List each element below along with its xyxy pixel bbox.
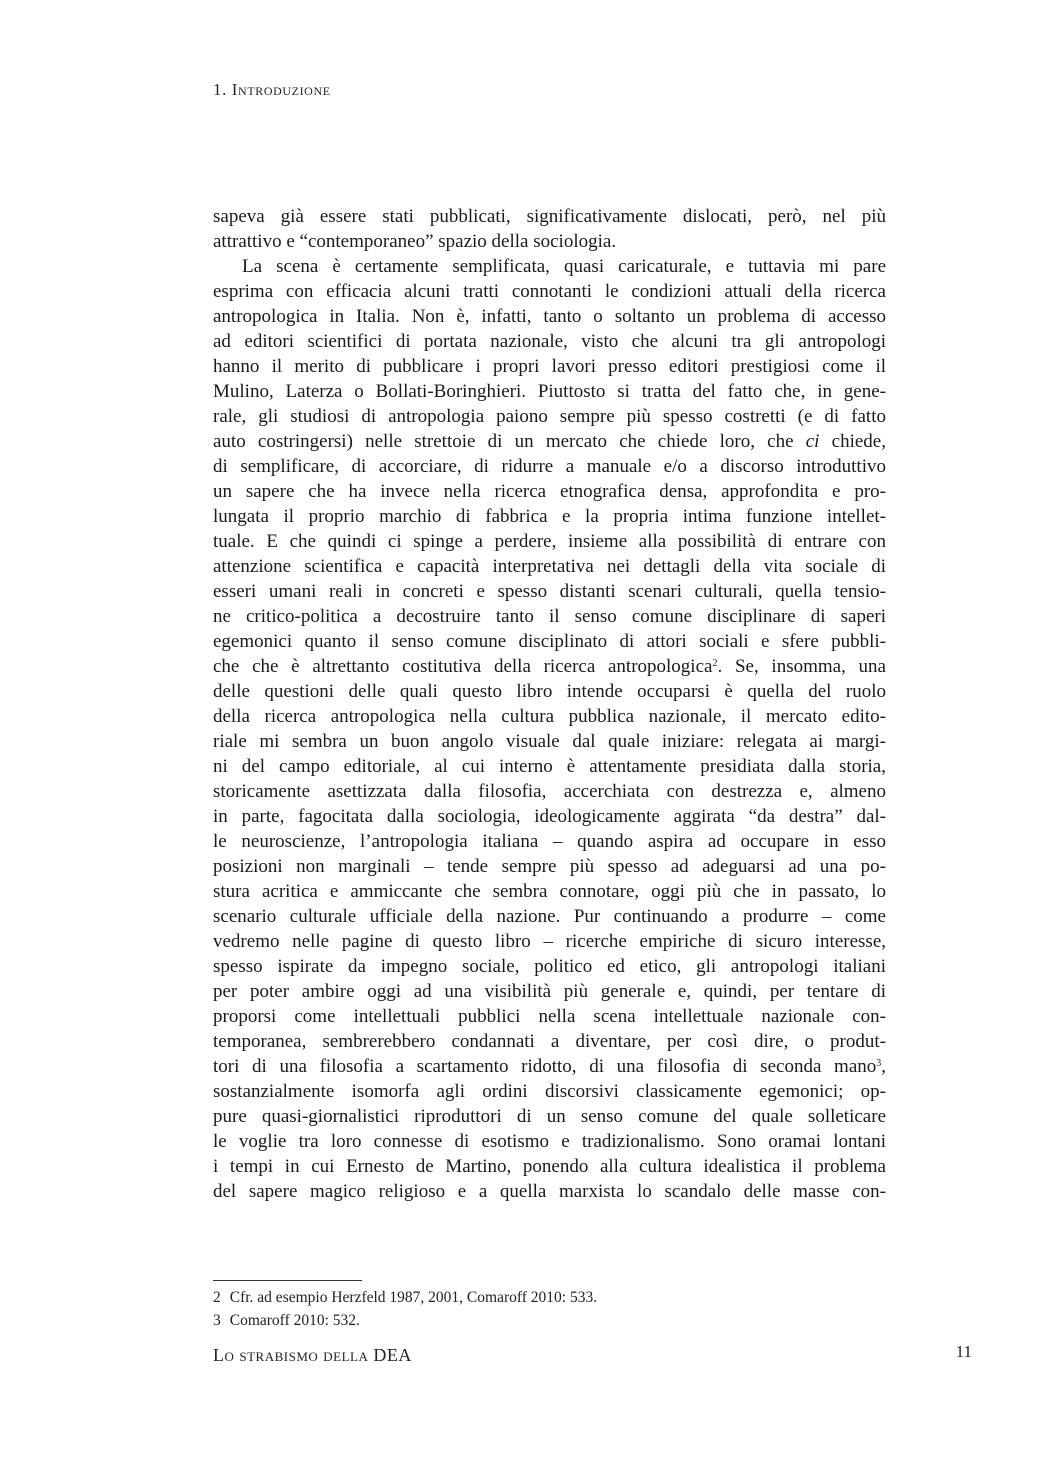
text-line: ad editori scientifici di portata nazionale, visto che alcuni tra gli antropologi (213, 331, 886, 352)
text-line: esprima con efficacia alcuni tratti connotanti le condizioni attuali della ricerca (213, 281, 886, 302)
text-line: per poter ambire oggi ad una visibilità più generale e, quindi, per tentare di (213, 981, 886, 1002)
text-line: La scena è certamente semplificata, quasi caricaturale, e tuttavia mi pare (242, 256, 886, 277)
text-line: ne critico-politica a decostruire tanto il senso comune disciplinare di saperi (213, 606, 886, 627)
text-line: proporsi come intellettuali pubblici nella scena intellettuale nazionale con- (213, 1006, 886, 1027)
text-line: delle questioni delle quali questo libro intende occuparsi è quella del ruolo (213, 681, 886, 702)
footnote-number: 2 (213, 1289, 221, 1306)
text-line: riale mi sembra un buon angolo visuale dal quale iniziare: relegata ai margi- (213, 731, 886, 752)
text-line: in parte, fagocitata dalla sociologia, ideologicamente aggirata “da destra” dal- (213, 806, 886, 827)
text-line: sapeva già essere stati pubblicati, significativamente dislocati, però, nel più (213, 206, 886, 227)
text-line: spesso ispirate da impegno sociale, politico ed etico, gli antropologi italiani (213, 956, 886, 977)
text-line: temporanea, sembrerebbero condannati a diventare, per così dire, o produt- (213, 1031, 886, 1052)
text-line: stura acritica e ammiccante che sembra connotare, oggi più che in passato, lo (213, 881, 886, 902)
text-line: i tempi in cui Ernesto de Martino, ponendo alla cultura idealistica il problema (213, 1156, 886, 1177)
running-head (213, 80, 331, 100)
text-line: pure quasi-giornalistici riproduttori di un senso comune del quale solleticare (213, 1106, 886, 1127)
text-line: di semplificare, di accorciare, di ridurre a manuale e/o a discorso introduttivo (213, 456, 886, 477)
text-line: un sapere che ha invece nella ricerca etnografica densa, approfondita e pro- (213, 481, 886, 502)
running-head-text: 1. Introduzione (213, 80, 331, 99)
text-fragment: che che è altrettanto costitutiva della ricerca antropologica (213, 656, 713, 677)
text-line: della ricerca antropologica nella cultura pubblica nazionale, il mercato edito- (213, 706, 886, 727)
text-line: Mulino, Laterza o Bollati-Boringhieri. Piuttosto si tratta del fatto che, in gene- (213, 381, 886, 402)
text-fragment: . Se, insomma, una (717, 656, 886, 677)
footnote-number: 3 (213, 1312, 221, 1329)
text-fragment: chiede, (819, 431, 886, 452)
text-line: sostanzialmente isomorfa agli ordini discorsivi classicamente egemonici; op- (213, 1081, 886, 1102)
text-line: scenario culturale ufficiale della nazione. Pur continuando a produrre – come (213, 906, 886, 927)
footer-book-title: Lo strabismo della DEA (213, 1345, 412, 1365)
text-line: lungata il proprio marchio di fabbrica e la propria intima funzione intellet- (213, 506, 886, 527)
text-line: antropologica in Italia. Non è, infatti, tanto o soltanto un problema di accesso (213, 306, 886, 327)
text-line: egemonici quanto il senso comune disciplinato di attori sociali e sfere pubbli- (213, 631, 886, 652)
italic-word: ci (805, 431, 820, 452)
text-line-with-italic (213, 429, 886, 454)
text-line: hanno il merito di pubblicare i propri lavori presso editori prestigiosi come il (213, 356, 886, 377)
text-line: storicamente asettizzata dalla filosofia, accerchiata con destrezza e, almeno (213, 781, 886, 802)
text-line: ni del campo editoriale, al cui interno è attentamente presidiata dalla storia, (213, 756, 886, 777)
footnote-text: Comaroff 2010: 532. (229, 1312, 360, 1329)
text-line: tuale. E che quindi ci spinge a perdere, insieme alla possibilità di entrare con (213, 531, 886, 552)
text-line: le neuroscienze, l’antropologia italiana – quando aspira ad occupare in esso (213, 831, 886, 852)
text-fragment: tori di una filosofia a scartamento ridotto, di una filosofia di seconda mano (213, 1056, 877, 1077)
text-line: del sapere magico religioso e a quella marxista lo scandalo delle masse con- (213, 1181, 886, 1202)
text-line: attrattivo e “contemporaneo” spazio della sociologia. (213, 231, 617, 252)
footnote-2 (213, 1286, 597, 1309)
page-number: 11 (955, 1342, 972, 1361)
text-line-with-footnote-ref (213, 654, 886, 679)
body-text (213, 204, 886, 1204)
text-line: attenzione scientifica e capacità interpretativa nei dettagli della vita sociale di (213, 556, 886, 577)
footnote-3 (213, 1309, 597, 1332)
footnote-text: Cfr. ad esempio Herzfeld 1987, 2001, Comaroff 2010: 533. (229, 1289, 598, 1306)
text-line: rale, gli studiosi di antropologia paiono sempre più spesso costretti (e di fatto (213, 406, 886, 427)
text-line: esseri umani reali in concreti e spesso distanti scenari culturali, quella tensio- (213, 581, 886, 602)
footnotes (213, 1286, 597, 1332)
footnote-divider (213, 1280, 362, 1281)
footnote-ref-3[interactable]: 3 (876, 1058, 882, 1069)
text-line: posizioni non marginali – tende sempre più spesso ad adeguarsi ad una po- (213, 856, 886, 877)
text-line-with-footnote-ref: tori di una filosofia a scartamento ridotto, di una filosofia di seconda mano$^3$, (213, 1056, 886, 1077)
footnote-ref-2[interactable]: 2 (712, 658, 718, 669)
text-line: le voglie tra loro connesse di esotismo e tradizionalismo. Sono oramai lontani (213, 1131, 886, 1152)
text-fragment: auto costringersi) nelle strettoie di un mercato che chiede loro, che (213, 431, 806, 452)
text-line: vedremo nelle pagine di questo libro – ricerche empiriche di sicuro interesse, (213, 931, 886, 952)
